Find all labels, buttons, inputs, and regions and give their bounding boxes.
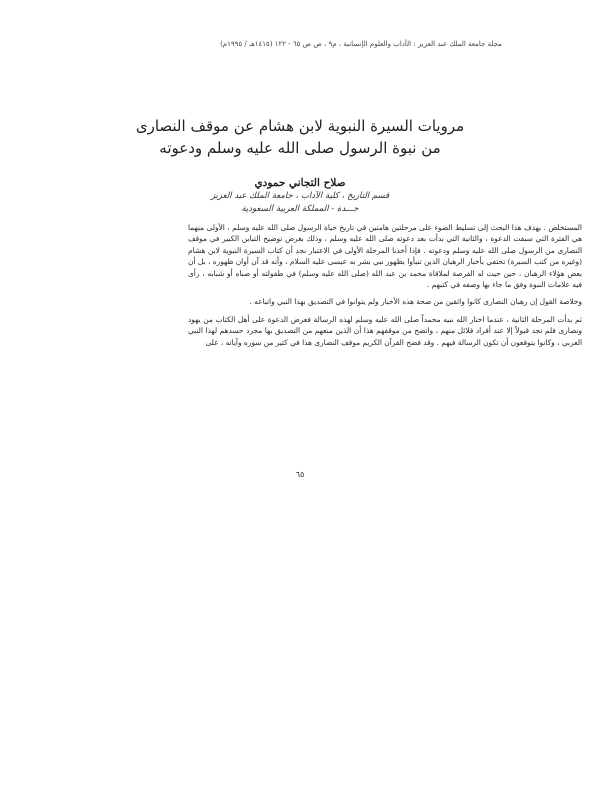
- abstract-paragraph: وخلاصة القول إن رهبان النصارى كانوا واثقين من صحة هذه الأخبار ولم يتوانوا في التصديق بهذا النبي واتباعه .: [249, 297, 582, 307]
- abstract-paragraph: [188, 222, 582, 290]
- author-info: [0, 176, 600, 216]
- abstract-lead: المستخلص .: [543, 223, 582, 232]
- article-title: [0, 116, 600, 158]
- abstract: [188, 222, 582, 348]
- author-name: صلاح التجاني حمودي: [254, 177, 346, 189]
- title-line-1: مرويات السيرة النبوية لابن هشام عن موقف النصارى: [135, 117, 465, 135]
- author-affiliation: قسم التاريخ ، كلية الآداب ، جامعة الملك عبد العزيز: [210, 191, 390, 201]
- author-location: جـــدة - المملكة العربية السعودية: [241, 204, 359, 214]
- running-header: مجلة جامعة الملك عبد العزيز : الآداب والعلوم الإنسانية ، م٩ ، ص ص ٦٥ - ١٢٢ (١٤١٥هـ / ١٩٩٥م): [220, 40, 502, 48]
- page-number: ٦٥: [295, 470, 305, 479]
- abstract-paragraph: ثم بدأت المرحلة الثانية ، عندما اختار الله نبيه محمداً صلى الله عليه وسلم لهذه الرسالة فعرض الدعوة على أهل الكتاب من يهود ونصارى فلم تجد قبولاً إلا عند أفراد قلائل منهم ، واتضح من موقفهم هذا أن الذين منعهم من التصديق بها مجرد حسدهم لهذا النبي العربي ، وكانوا يتوقعون أن تكون الرسالة فيهم . وقد فضح القرآن الكريم موقف النصارى هذا في كثير من سوره وآياته ، على: [188, 314, 582, 347]
- abstract-paragraph-text: يهدف هذا البحث إلى تسليط الضوء على مرحلتين هامتين في تاريخ حياة الرسول صلى الله عليه وسلم ، الأولى منهما هي الفترة التي سبقت الدعوة ، والثانية التي بدأت بعد دعوته صلى الله عليه وسلم ، وذلك بغرض توضيح التباين الكبير في موقف النصارى من الرسول صلى الله عليه وسلم ودعوته . فإذا أخذنا المرحلة الأولى في الاعتبار نجد أن كتاب السيرة النبوية لابن هشام (وغيره من كتب السيرة) تحتفي بأخبار الرهبان الذين تنبأوا بظهور نبي بشر به عيسى عليه السلام ، وأنه قد آن أوان ظهوره ، بل أن بعض هؤلاء الرهبان ، حين حيث له الفرصة لملاقاة محمد بن عبد الله (صلى الله عليه وسلم) في طفولته أو صباه أو شبابه ، رأى فيه علامات النبوة وفق ما جاء بها وصفه في كتبهم .: [188, 223, 582, 290]
- title-line-2: من نبوة الرسول صلى الله عليه وسلم ودعوته: [159, 139, 441, 157]
